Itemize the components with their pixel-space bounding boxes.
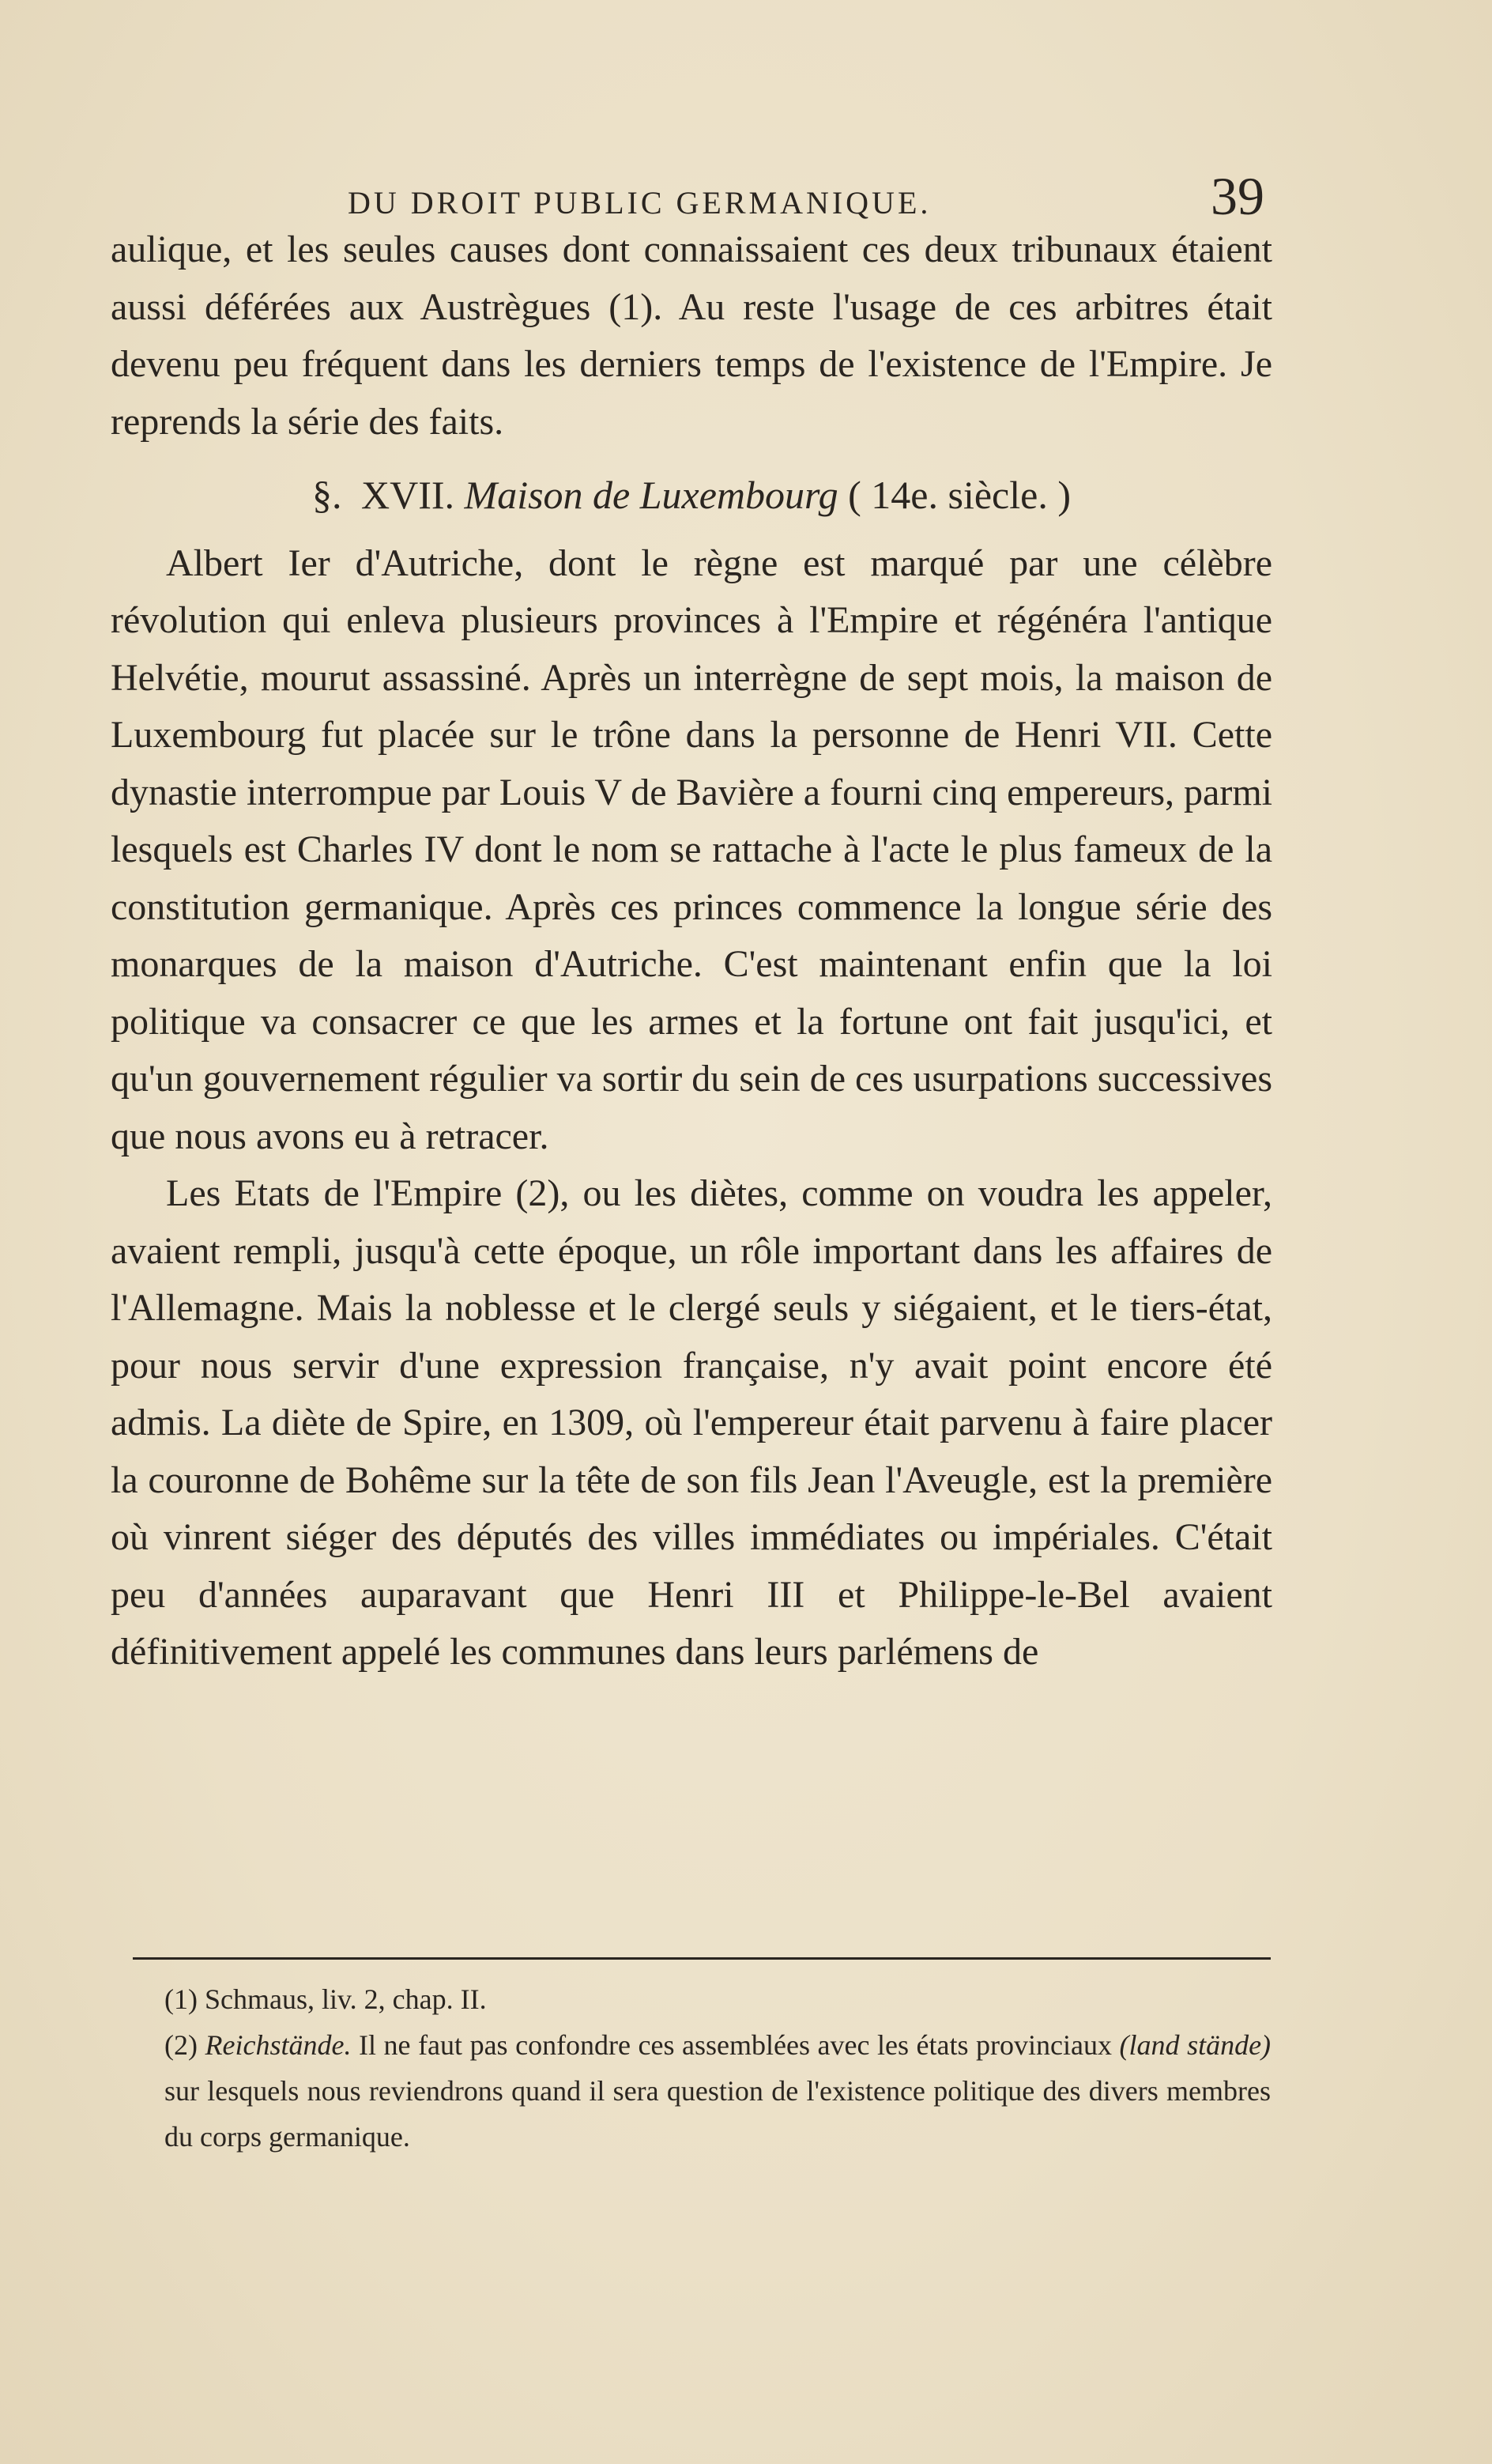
paragraph-continued: aulique, et les seules causes dont connaissaient ces deux tribunaux étaient aussi déférées aux Austrègues (1). Au reste l'usage de ces arbitres était devenu peu fréquent dans les derniers temps de l'existence de l'Empire. Je reprends la série des faits. [111,228,1272,443]
paragraph-albert: Albert Ier d'Autriche, dont le règne est marqué par une célèbre révolution qui enleva plusieurs provinces à l'Empire et régénéra l'antique Helvétie, mourut assassiné. Après un interrègne de sept mois, la maison de Luxembourg fut placée sur le trône dans la personne de Henri VII. Cette dynastie interrompue par Louis V de Bavière a fourni cinq empereurs, parmi lesquels est Charles IV dont le nom se rattache à l'acte le plus fameux de la constitution germanique. Après ces princes commence la longue série des monarques de la maison d'Autriche. C'est maintenant enfin que la loi politique va consacrer ce que les armes et la fortune ont fait jusqu'ici, et qu'un gouvernement régulier va sortir du sein de ces usurpations successives que nous avons eu à retracer. [111,541,1272,1157]
footnote-2-text2: sur lesquels nous reviendrons quand il sera question de l'existence politique des divers membres du corps germanique. [164,2075,1271,2153]
footnote-1: (1) Schmaus, liv. 2, chap. II. [164,1983,487,2015]
footnote-2-term: Reichstände. [205,2029,352,2061]
paragraph-etats: Les Etats de l'Empire (2), ou les diètes, comme on voudra les appeler, avaient rempli, jusqu'à cette époque, un rôle important dans les affaires de l'Allemagne. Mais la noblesse et le clergé seuls y siégaient, et le tiers-état, pour nous servir d'une expression française, n'y avait point encore été admis. La diète de Spire, en 1309, où l'empereur était parvenu à faire placer la couronne de Bohême sur la tête de son fils Jean l'Aveugle, est la première où vinrent siéger des députés des villes immédiates ou impériales. C'était peu d'années auparavant que Henri III et Philippe-le-Bel avaient définitivement appelé les communes dans leurs parlémens de [111,1172,1272,1673]
running-head: DU DROIT PUBLIC GERMANIQUE. [348,185,932,221]
footnote-2-text: Il ne faut pas confondre ces assemblées avec les états provinciaux [359,2029,1112,2061]
section-heading [111,466,1272,524]
footnotes [133,1976,1271,2160]
section-century: ( 14e. siècle. ) [848,473,1071,517]
section-number: XVII. [361,473,455,517]
section-title: Maison de Luxembourg [464,473,838,517]
footnote-rule [133,1957,1271,1960]
body-text [111,221,1272,1681]
footnote-2-mark: (2) [164,2029,198,2061]
footnote-2-term2: (land stände) [1119,2029,1272,2061]
page-number: 39 [1211,166,1264,226]
section-symbol: §. [312,473,342,517]
footnote-2 [133,2022,1271,2160]
